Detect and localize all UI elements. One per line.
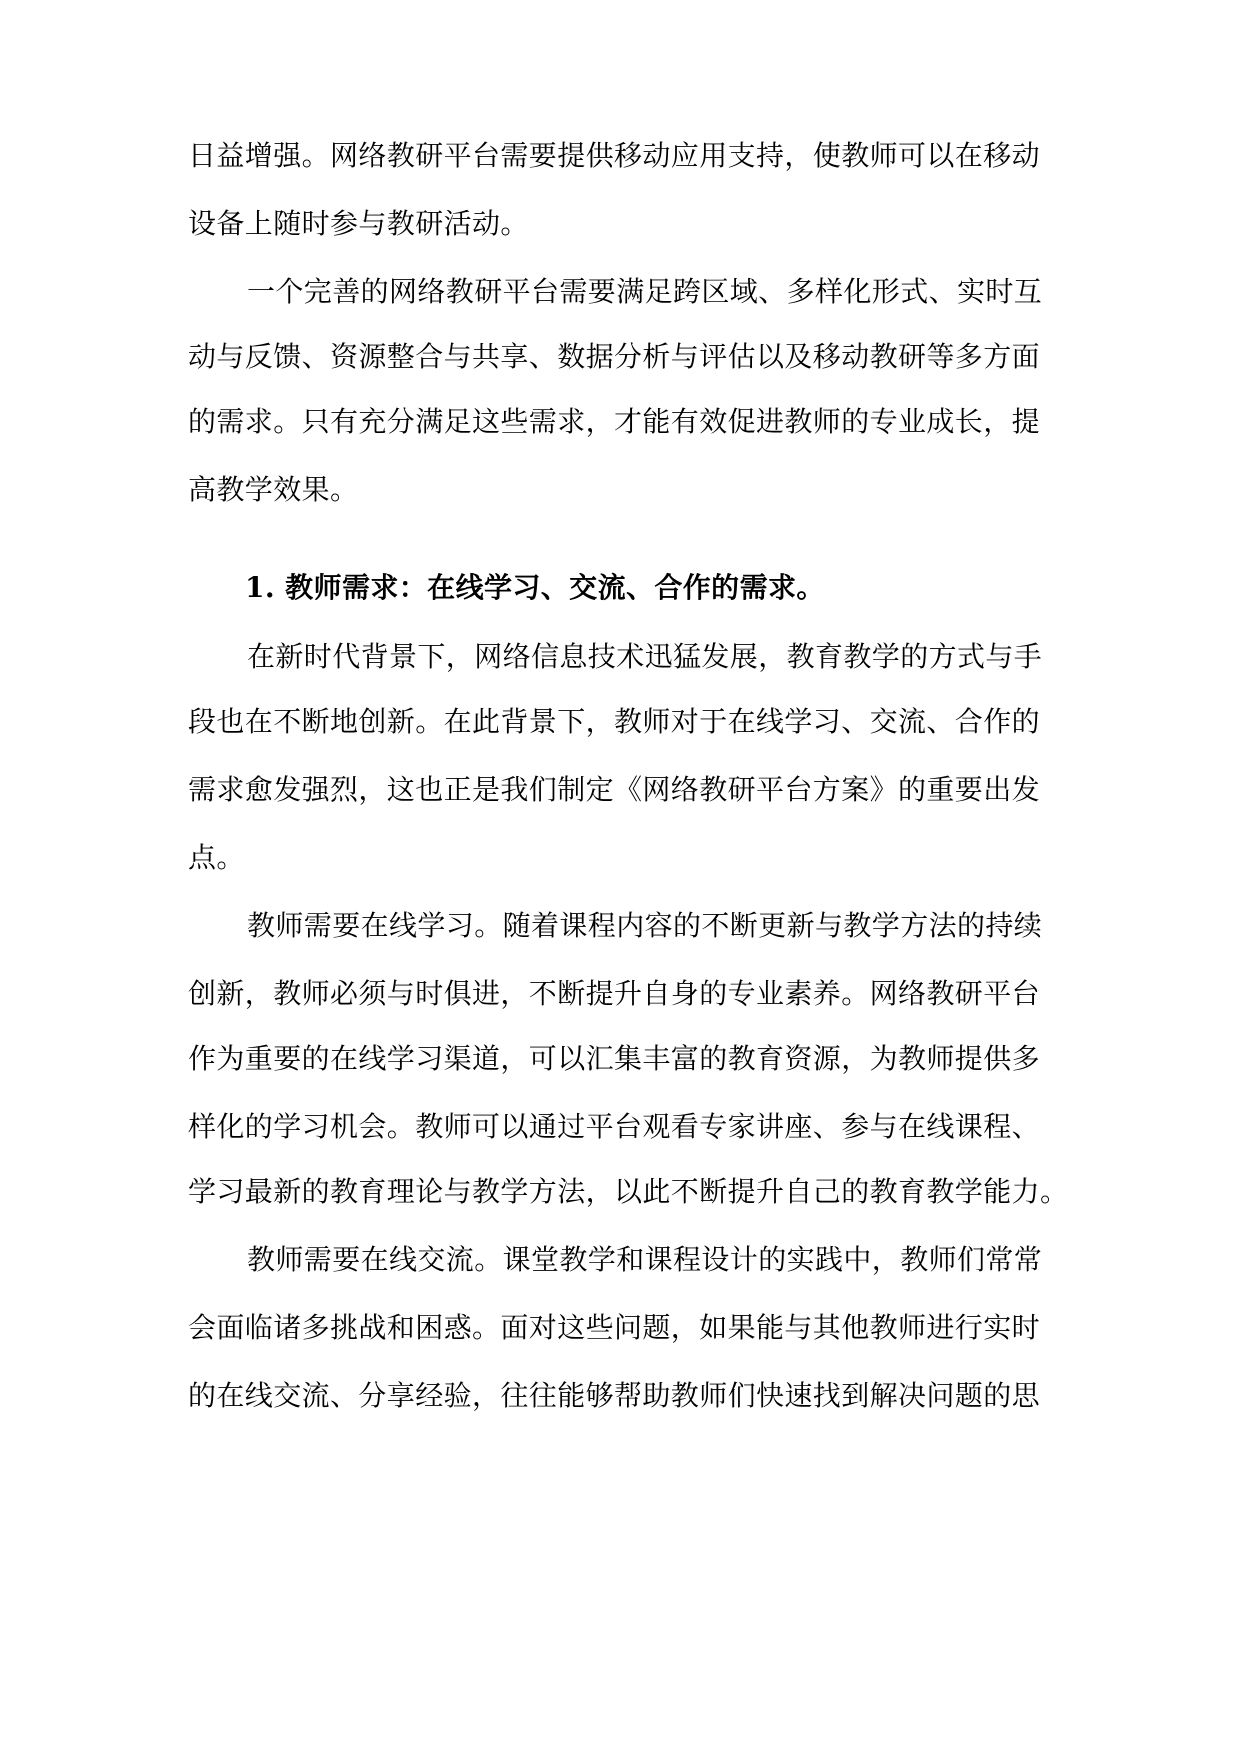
- text-line: 高教学效果。: [188, 473, 359, 506]
- text-line: 段也在不断地创新。在此背景下，教师对于在线学习、交流、合作的: [188, 705, 1041, 738]
- text-line: 设备上随时参与教研活动。: [188, 207, 529, 240]
- text-line: 学习最新的教育理论与教学方法，以此不断提升自己的教育教学能力。: [188, 1175, 1069, 1208]
- text-line: 需求愈发强烈，这也正是我们制定《网络教研平台方案》的重要出发: [188, 773, 1041, 806]
- paragraph-first-line: 教师需要在线交流。课堂教学和课程设计的实践中，教师们常常: [247, 1243, 1043, 1276]
- paragraph-first-line: 教师需要在线学习。随着课程内容的不断更新与教学方法的持续: [247, 909, 1043, 942]
- text-line: 日益增强。网络教研平台需要提供移动应用支持，使教师可以在移动: [188, 139, 1041, 172]
- text-line: 的在线交流、分享经验，往往能够帮助教师们快速找到解决问题的思: [188, 1379, 1041, 1412]
- paragraph-first-line: 一个完善的网络教研平台需要满足跨区域、多样化形式、实时互: [247, 275, 1043, 308]
- section-heading: 1. 教师需求：在线学习、交流、合作的需求。: [245, 571, 825, 604]
- text-line: 的需求。只有充分满足这些需求，才能有效促进教师的专业成长，提: [188, 405, 1041, 438]
- text-line: 样化的学习机会。教师可以通过平台观看专家讲座、参与在线课程、: [188, 1110, 1041, 1143]
- text-line: 动与反馈、资源整合与共享、数据分析与评估以及移动教研等多方面: [188, 340, 1041, 373]
- text-line: 会面临诸多挑战和困惑。面对这些问题，如果能与其他教师进行实时: [188, 1311, 1041, 1344]
- text-line: 作为重要的在线学习渠道，可以汇集丰富的教育资源，为教师提供多: [188, 1042, 1041, 1075]
- paragraph-first-line: 在新时代背景下，网络信息技术迅猛发展，教育教学的方式与手: [247, 640, 1043, 673]
- text-line: 点。: [188, 841, 245, 874]
- text-line: 创新，教师必须与时俱进，不断提升自身的专业素养。网络教研平台: [188, 977, 1041, 1010]
